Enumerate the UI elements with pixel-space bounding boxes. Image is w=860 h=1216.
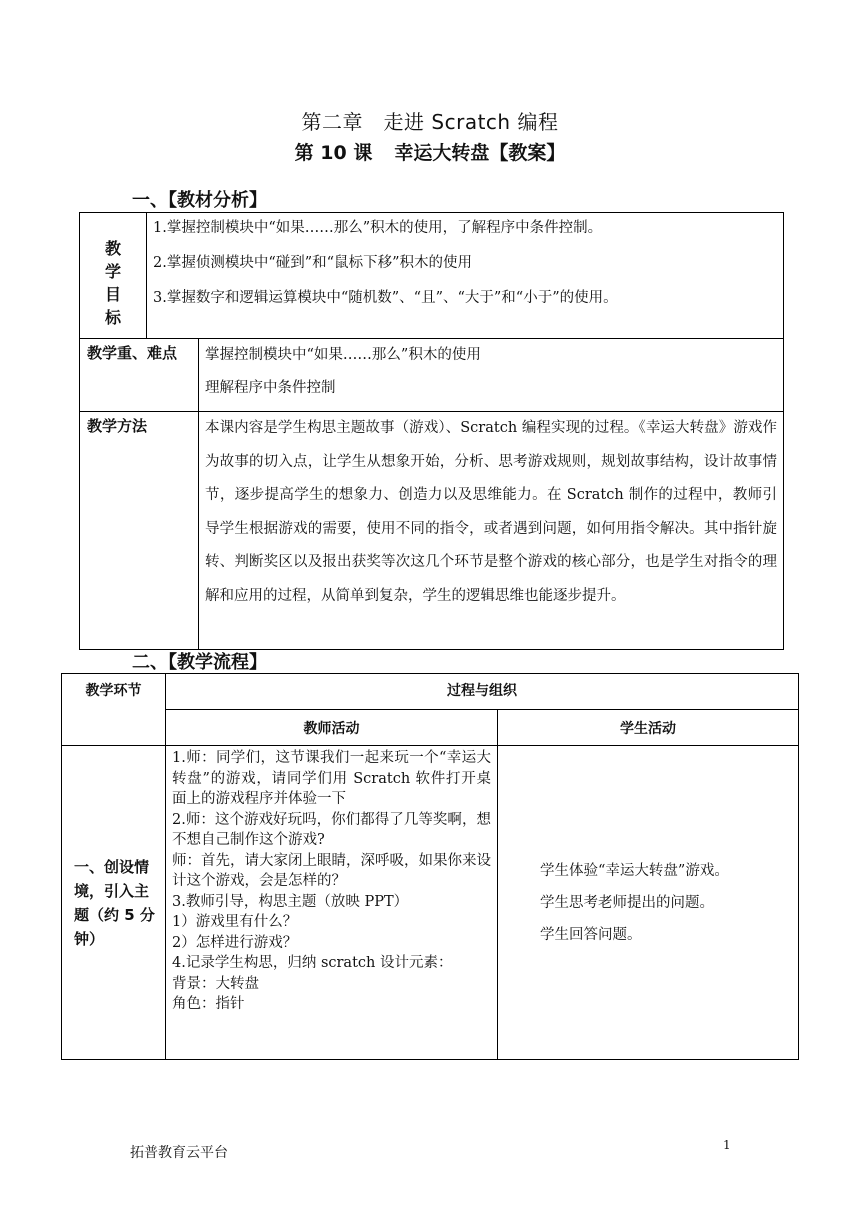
- process-subheader-row: [62, 710, 799, 746]
- footer-platform: 拓普教育云平台: [130, 1145, 228, 1161]
- page-number: 1: [723, 1138, 731, 1152]
- student-activity-line: 学生思考老师提出的问题。: [540, 894, 714, 911]
- teacher-activity-line: 4.记录学生构思，归纳 scratch 设计元素：: [172, 955, 453, 971]
- teacher-activity-line: 角色：指针: [172, 996, 245, 1012]
- goals-label-char: 教: [104, 239, 121, 258]
- column-process-header: 过程与组织: [166, 674, 799, 710]
- teacher-activity-line: 3.教师引导，构思主题（放映 PPT）: [172, 893, 409, 910]
- goals-list: [147, 213, 784, 339]
- goals-label-char: 标: [104, 308, 121, 327]
- goal-item: 3.掌握数字和逻辑运算模块中“随机数”、“且”、“大于”和“小于”的使用。: [153, 290, 618, 306]
- student-activity-cell: [498, 746, 799, 1060]
- key-points-content: [199, 339, 784, 412]
- key-points-label: 教学重、难点: [80, 339, 199, 412]
- method-label: 教学方法: [80, 412, 199, 650]
- section-heading-analysis: 一、【教材分析】: [132, 190, 267, 211]
- teacher-activity-line: 背景：大转盘: [172, 975, 259, 992]
- process-table: [61, 673, 799, 1060]
- column-stage-header: 教学环节: [62, 674, 166, 746]
- column-teacher-header: 教师活动: [166, 710, 498, 746]
- column-student-header: 学生活动: [498, 710, 799, 746]
- lesson-number: 第 10 课: [294, 142, 373, 164]
- teacher-activity-line: 2.师：这个游戏好玩吗，你们都得了几等奖啊，想不想自己制作这个游戏?: [172, 811, 491, 848]
- process-row: [62, 746, 799, 1060]
- teacher-activity-line: 1）游戏里有什么？: [172, 914, 298, 930]
- teacher-activity-line: 师：首先，请大家闭上眼睛，深呼吸，如果你来设计这个游戏，会是怎样的？: [172, 852, 491, 889]
- chapter-title: 第二章 走进 Scratch 编程: [301, 110, 559, 134]
- goals-label-char: 学: [104, 262, 121, 281]
- teacher-activity-line: 2）怎样进行游戏？: [172, 934, 298, 951]
- teacher-activity-cell: [166, 746, 498, 1060]
- method-row: [80, 412, 784, 650]
- teacher-activity-line: 1.师：同学们，这节课我们一起来玩一个“幸运大转盘”的游戏，请同学们用 Scratch 软件打开桌面上的游戏程序并体验一下: [172, 750, 491, 807]
- student-activity-line: 学生体验“幸运大转盘”游戏。: [540, 862, 729, 879]
- goal-item: 1.掌握控制模块中“如果……那么”积木的使用，了解程序中条件控制。: [153, 220, 603, 236]
- goals-row: [80, 213, 784, 339]
- lesson-title: [0, 138, 860, 165]
- key-points-row: [80, 339, 784, 412]
- key-point-item: 掌握控制模块中“如果……那么”积木的使用: [205, 347, 481, 363]
- process-header-row: [62, 674, 799, 710]
- goals-label-char: 目: [104, 285, 121, 304]
- analysis-table: [79, 212, 784, 650]
- lesson-name: 幸运大转盘【教案】: [394, 142, 566, 164]
- goal-item: 2.掌握侦测模块中“碰到”和“鼠标下移”积木的使用: [153, 255, 472, 271]
- method-content: 本课内容是学生构思主题故事（游戏）、Scratch 编程实现的过程。《幸运大转盘》游戏作为故事的切入点，让学生从想象开始，分析、思考游戏规则，规划故事结构，设计故事情节，逐步提高学生的想象力、创造力以及思维能力。在 Scratch 制作的过程中，教师引导学生根据游戏的需要，使用不同的指令，或者遇到问题，如何用指令解决。其中指针旋转、判断奖区以及报出获奖等次这几个环节是整个游戏的核心部分，也是学生对指令的理解和应用的过程，从简单到复杂，学生的逻辑思维也能逐步提升。: [199, 412, 784, 650]
- key-point-item: 理解程序中条件控制: [205, 380, 336, 396]
- goals-label: [80, 213, 147, 339]
- section-heading-process: 二、【教学流程】: [132, 652, 267, 673]
- student-activity-line: 学生回答问题。: [540, 926, 642, 943]
- stage-cell: 一、创设情境，引入主题（约 5 分钟）: [62, 746, 166, 1060]
